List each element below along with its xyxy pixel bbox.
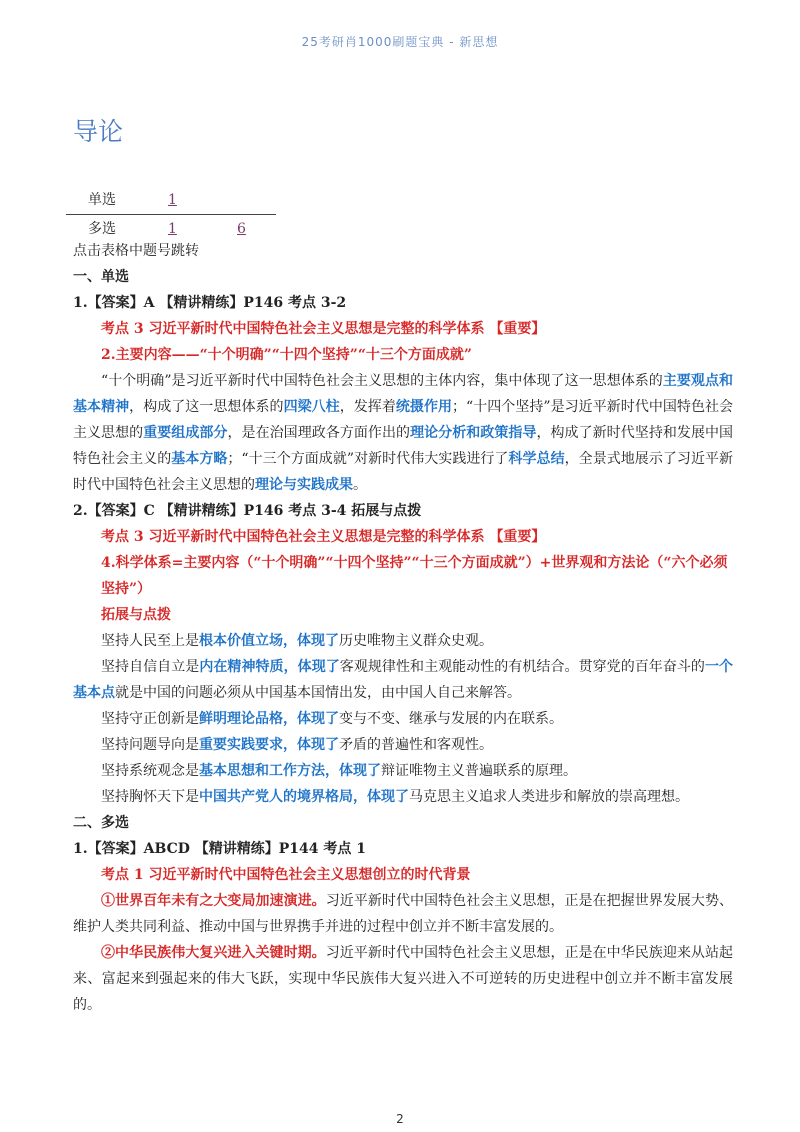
- nav-link-multi-1[interactable]: 1: [168, 221, 177, 237]
- text-run: ，发挥着: [339, 399, 396, 415]
- highlight: 重要组成部分: [143, 425, 228, 441]
- page-header: 25考研肖1000刷题宝典 - 新思想: [301, 35, 499, 49]
- nav-link-single-1[interactable]: 1: [168, 192, 177, 208]
- paragraph-s2q1-1: [73, 888, 733, 940]
- text-run: ，构成了这一思想体系的: [129, 399, 284, 415]
- question-nav-table: [66, 186, 276, 243]
- highlight: 主要观点和基本精神: [73, 373, 734, 415]
- text-run: ；“十三个方面成就”对新时代伟大实践进行了: [227, 451, 509, 467]
- highlight: 中国共产党人的境界格局，: [199, 789, 367, 805]
- tuozhan-line-4: [73, 732, 733, 758]
- text-run: ，构成了新时代坚持和发展中国特色社会主义的: [73, 425, 734, 467]
- answer-line-s2q1: 1.【答案】ABCD 【精讲精练】P144 考点 1: [73, 841, 366, 857]
- tuozhan-line-2: [73, 654, 733, 706]
- text-run: 历史唯物主义群众史观。: [339, 633, 493, 649]
- tuozhan-line-5: [73, 758, 733, 784]
- kaodian-s1q1: 考点 3 习近平新时代中国特色社会主义思想是完整的科学体系 【重要】: [101, 321, 546, 337]
- tuozhan-line-1: [73, 628, 733, 654]
- nav-row-single: [66, 186, 276, 214]
- highlight: 体现了: [297, 659, 340, 675]
- text-run: 坚持胸怀天下是: [101, 789, 199, 805]
- highlight: 鲜明理论品格，: [199, 711, 297, 727]
- text-run: 坚持问题导向是: [101, 737, 199, 753]
- nav-link-multi-6[interactable]: 6: [237, 221, 246, 237]
- highlight: 基本方略: [171, 451, 228, 467]
- tuozhan-line-6: [73, 784, 733, 810]
- paragraph-s2q1-2: [73, 940, 733, 1018]
- highlight: 体现了: [297, 737, 339, 753]
- text-run: 客观规律性和主观能动性的有机结合。贯穿党的百年奋斗的: [339, 659, 705, 675]
- text-run: 坚持守正创新是: [101, 711, 199, 727]
- text-run: 就是中国的问题必须从中国基本国情出发，由中国人自己来解答。: [115, 685, 521, 701]
- section-heading-single: 一、单选: [73, 269, 129, 285]
- text-run: ，是在治国理政各方面作出的: [227, 425, 411, 441]
- text-run: 马克思主义追求人类进步和解放的崇高理想。: [409, 789, 689, 805]
- text-run: ，全景式地展示了习近平新时代中国特色社会主义思想的: [73, 451, 734, 493]
- content-body: [73, 238, 733, 1018]
- kaodian-s2q1: 考点 1 习近平新时代中国特色社会主义思想创立的时代背景: [101, 867, 471, 883]
- answer-line-s1q1: 1.【答案】A 【精讲精练】P146 考点 3-2: [73, 295, 347, 311]
- nav-hint: 点击表格中题号跳转: [73, 243, 199, 259]
- paragraph-s1q1: [73, 368, 733, 498]
- nav-label-single: 单选: [88, 192, 116, 208]
- page-title: 导论: [73, 117, 124, 146]
- text-run: 习近平新时代中国特色社会主义思想，正是在把握世界发展大势、维护人类共同利益、推动中国与世界携手并进的过程中创立并不断丰富发展的。: [73, 893, 734, 935]
- highlight: 统摄作用: [395, 399, 453, 415]
- highlight: 理论分析和政策指导: [410, 425, 537, 441]
- text-run: 变与不变、继承与发展的内在联系。: [339, 711, 563, 727]
- highlight: 根本价值立场，: [199, 633, 297, 649]
- highlight: 内在精神特质，: [199, 659, 298, 675]
- text-run: 坚持系统观念是: [101, 763, 199, 779]
- nav-label-multi: 多选: [88, 221, 116, 237]
- text-run: 。: [353, 477, 367, 493]
- highlight-red: ②中华民族伟大复兴进入关键时期。: [101, 945, 326, 961]
- text-run: 习近平新时代中国特色社会主义思想，正是在中华民族迎来从站起来、富起来到强起来的伟大飞跃，实现中华民族伟大复兴进入不可逆转的历史进程中创立并不断丰富发展的。: [73, 945, 734, 1013]
- text-run: “十个明确”是习近平新时代中国特色社会主义思想的主体内容，集中体现了这一思想体系的: [101, 373, 663, 389]
- highlight: 理论与实践成果: [255, 477, 353, 493]
- page-number: 2: [396, 1112, 404, 1126]
- highlight: 四梁八柱: [283, 399, 340, 415]
- highlight: 科学总结: [508, 451, 565, 467]
- highlight: 重要实践要求，: [199, 737, 297, 753]
- answer-line-s1q2: 2.【答案】C 【精讲精练】P146 考点 3-4 拓展与点拨: [73, 503, 422, 519]
- kaodian-s1q2: 考点 3 习近平新时代中国特色社会主义思想是完整的科学体系 【重要】: [101, 529, 546, 545]
- text-run: 坚持人民至上是: [101, 633, 199, 649]
- text-run: 矛盾的普遍性和客观性。: [339, 737, 493, 753]
- text-run: ；“十四个坚持”是习近平新时代中国特色社会主义思想的: [73, 399, 734, 441]
- text-run: 坚持自信自立是: [101, 659, 200, 675]
- subheading-s1q2: 4.科学体系=主要内容（“十个明确”“十四个坚持”“十三个方面成就”）+世界观和方法论（“六个必须坚持”）: [101, 555, 728, 597]
- subheading-s1q1: 2.主要内容——“十个明确”“十四个坚持”“十三个方面成就”: [101, 347, 472, 363]
- section-heading-multi: 二、多选: [73, 815, 129, 831]
- highlight: 体现了: [367, 789, 409, 805]
- tuozhan-heading: 拓展与点拨: [101, 607, 171, 623]
- highlight: 基本思想和工作方法，: [199, 763, 339, 779]
- highlight: 体现了: [297, 711, 339, 727]
- highlight: 体现了: [297, 633, 339, 649]
- text-run: 辩证唯物主义普遍联系的原理。: [381, 763, 577, 779]
- highlight: 体现了: [339, 763, 381, 779]
- highlight-red: ①世界百年未有之大变局加速演进。: [101, 893, 326, 909]
- highlight: 一个基本点: [73, 659, 734, 701]
- tuozhan-line-3: [73, 706, 733, 732]
